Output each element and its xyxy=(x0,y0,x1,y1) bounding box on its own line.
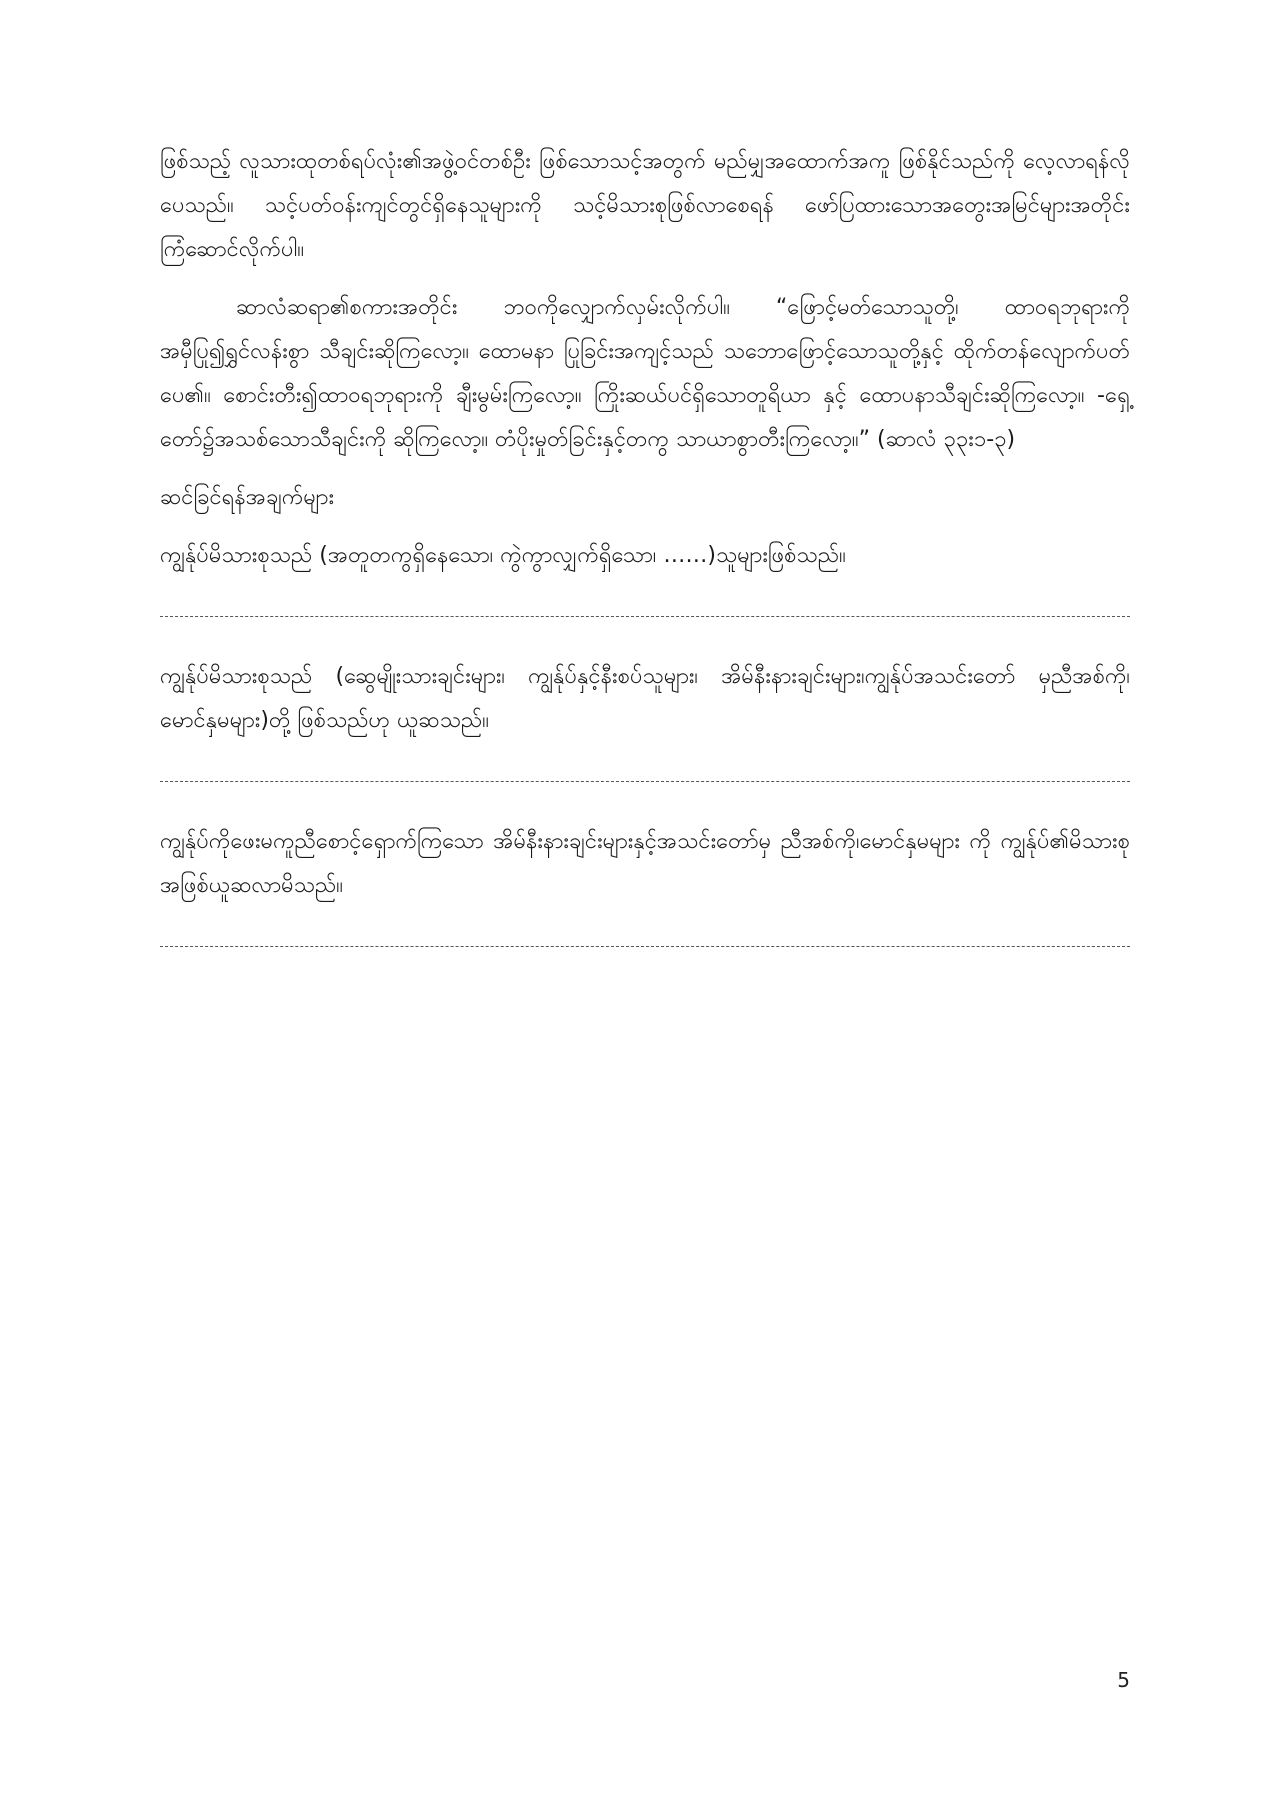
reflection-statement-3: ကျွန်ုပ်ကိုဖေးမကူညီစောင့်ရှောက်ကြသော အိမ်နီးနားချင်းများနှင့်အသင်းတော်မှ ညီအစ်ကို၊မောင်နှမများ ကို ကျွန်ုပ်၏မိသားစုအဖြစ်ယူဆလာမိသည်။ xyxy=(160,829,1130,898)
page-number: 5 xyxy=(1117,1668,1130,1692)
reflection-statement-1: ကျွန်ုပ်မိသားစုသည် (အတူတကွရှိနေသော၊ ကွဲကွာလျှက်ရှိသော၊ ……)သူများဖြစ်သည်။ xyxy=(160,543,846,568)
paragraph-2-psalm-quote: ဆာလံဆရာ၏စကားအတိုင်း ဘဝကိုလျှောက်လှမ်းလိုက်ပါ။ “ဖြောင့်မတ်သောသူတို့၊ ထာဝရဘုရားကို အမှီပြု၍ရွှင်လန်းစွာ သီချင်းဆိုကြလော့။ ထောမနာ ပြုခြင်းအကျင့်သည် သဘောဖြောင့်သောသူတို့နှင့် ထိုက်တန်လျောက်ပတ်ပေ၏။ စောင်းတီး၍ထာဝရဘုရားကို ချီးမွမ်းကြလော့။ ကြိုးဆယ်ပင်ရှိသောတူရိယာ နှင့် ထောပနာသီချင်းဆိုကြလော့။ -ရှေ့တော်၌အသစ်သောသီချင်းကို ဆိုကြလော့။ တံပိုးမှုတ်ခြင်းနှင့်တကွ သာယာစွာတီးကြလော့။” (ဆာလံ ၃၃း၁-၃) xyxy=(160,295,1130,452)
paragraph-1: ဖြစ်သည့် လူသားထုတစ်ရပ်လုံး၏အဖွဲ့ဝင်တစ်ဦး ဖြစ်သောသင့်အတွက် မည်မျှအထောက်အကူ ဖြစ်နိုင်သည်ကို လေ့လာရန်လိုပေသည်။ သင့်ပတ်ဝန်းကျင်တွင်ရှိနေသူများကို သင့်မိသားစုဖြစ်လာစေရန် ဖော်ပြထားသောအတွေးအမြင်များအတိုင်း ကြံဆောင်လိုက်ပါ။ xyxy=(160,149,1130,262)
page-content xyxy=(160,140,1130,985)
reflection-heading: ဆင်ခြင်ရန်အချက်များ xyxy=(160,485,335,510)
answer-dashed-line-1 xyxy=(160,616,1130,617)
reflection-statement-2: ကျွန်ုပ်မိသားစုသည် (ဆွေမျိုးသားချင်းများ၊ ကျွန်ုပ်နှင့်နီးစပ်သူများ၊ အိမ်နီးနားချင်းများ၊ကျွန်ုပ်အသင်းတော် မှညီအစ်ကို၊ မောင်နှမများ)တို့ ဖြစ်သည်ဟု ယူဆသည်။ xyxy=(160,664,1130,733)
answer-dashed-line-2 xyxy=(160,781,1130,782)
answer-dashed-line-3 xyxy=(160,946,1130,947)
